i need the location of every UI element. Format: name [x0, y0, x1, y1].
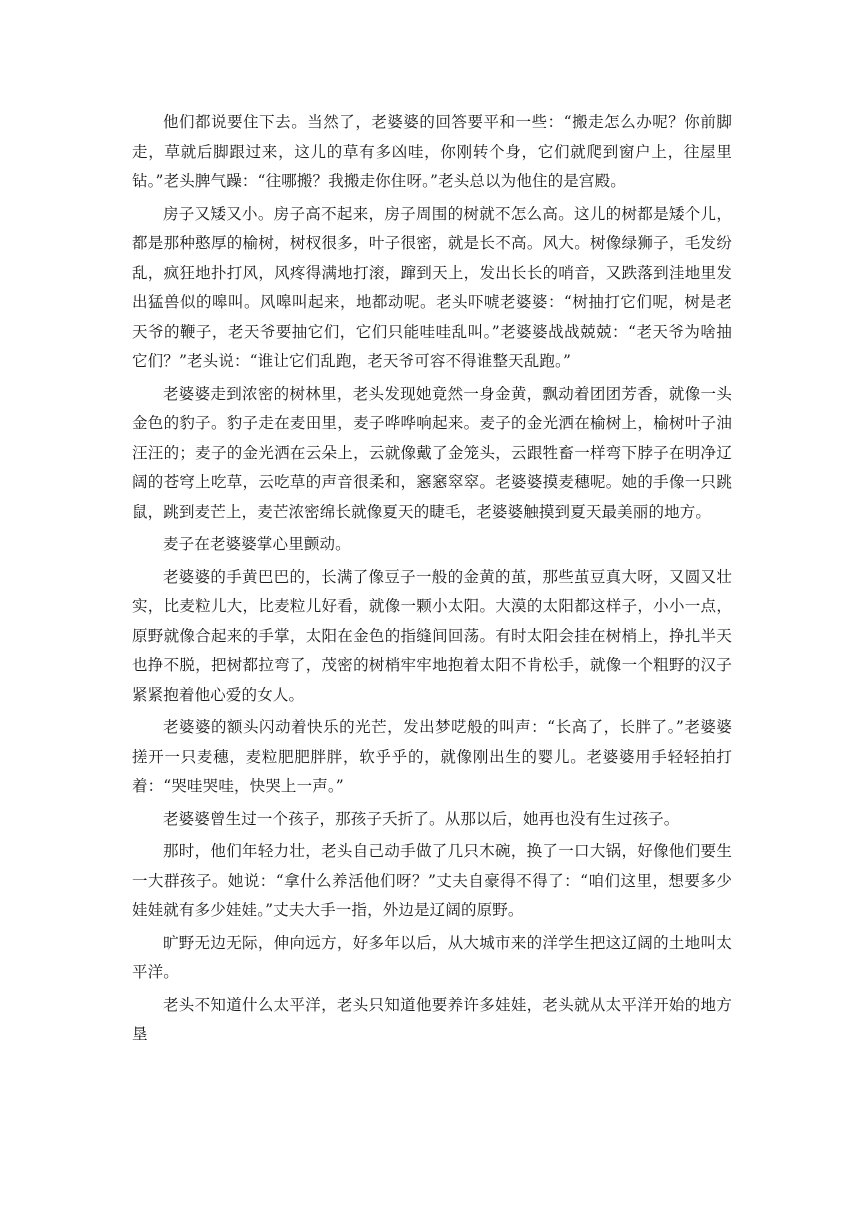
paragraph-6: 老婆婆的额头闪动着快乐的光芒，发出梦呓般的叫声：“长高了，长胖了。”老婆婆搓开一只麦穗，麦粒肥肥胖胖，软乎乎的，就像刚出生的婴儿。老婆婆用手轻轻拍打着：“哭哇哭哇，快哭上一声。”	[132, 718, 732, 795]
paragraph-2: 房子又矮又小。房子高不起来，房子周围的树就不怎么高。这儿的树都是矮个儿，都是那种憨厚的榆树，树杈很多，叶子很密，就是长不高。风大。树像绿狮子，毛发纷乱，疯狂地扑打风，风疼得满地打滚，蹿到天上，发出长长的哨音，又跌落到洼地里发出猛兽似的嗥叫。风嗥叫起来，地都动呢。老头吓唬老婆婆：“树抽打它们呢，树是老天爷的鞭子，老天爷要抽它们，它们只能哇哇乱叫。”老婆婆战战兢兢：“老天爷为啥抽它们？”老头说：“谁让它们乱跑，老天爷可容不得谁整天乱跑。”	[132, 204, 732, 370]
paragraph-4: 麦子在老婆婆掌心里颤动。	[163, 535, 351, 553]
paragraph-7: 老婆婆曾生过一个孩子，那孩子夭折了。从那以后，她再也没有生过孩子。	[163, 809, 680, 828]
paragraph-8: 那时，他们年轻力壮，老头自己动手做了几只木碗，换了一口大锅，好像他们要生一大群孩子。她说：“拿什么养活他们呀？”丈夫自豪得不得了：“咱们这里，想要多少娃娃就有多少娃娃。”丈夫大手一指，外边是辽阔的原野。	[132, 842, 732, 919]
paragraph-1: 他们都说要住下去。当然了，老婆婆的回答要平和一些：“搬走怎么办呢？你前脚走，草就后脚跟过来，这儿的草有多凶哇，你刚转个身，它们就爬到窗户上，往屋里钻。”老头脾气躁：“往哪搬？我搬走你住呀。”老头总以为他住的是宫殿。	[132, 113, 732, 190]
article-body	[132, 108, 732, 1053]
paragraph-3: 老婆婆走到浓密的树林里，老头发现她竟然一身金黄，飘动着团团芳香，就像一头金色的豹子。豹子走在麦田里，麦子哗哗响起来。麦子的金光洒在榆树上，榆树叶子油汪汪的；麦子的金光洒在云朵上，云就像戴了金笼头，云跟牲畜一样弯下脖子在明净辽阔的苍穹上吃草，云吃草的声音很柔和，窸窸窣窣。老婆婆摸麦穗呢。她的手像一只跳鼠，跳到麦芒上，麦芒浓密绵长就像夏天的睫毛，老婆婆触摸到夏天最美丽的地方。	[132, 384, 732, 521]
paragraph-9: 旷野无边无际，伸向远方，好多年以后，从大城市来的洋学生把这辽阔的土地叫太平洋。	[132, 933, 732, 981]
paragraph-10: 老头不知道什么太平洋，老头只知道他要养许多娃娃，老头就从太平洋开始的地方垦	[132, 995, 732, 1043]
paragraph-5: 老婆婆的手黄巴巴的，长满了像豆子一般的金黄的茧，那些茧豆真大呀，又圆又壮实，比麦粒儿大，比麦粒儿好看，就像一颗小太阳。大漠的太阳都这样子，小小一点，原野就像合起来的手掌，太阳在金色的指缝间回荡。有时太阳会挂在树梢上，挣扎半天也挣不脱，把树都拉弯了，茂密的树梢牢牢地抱着太阳不肯松手，就像一个粗野的汉子紧紧抱着他心爱的女人。	[132, 567, 732, 704]
